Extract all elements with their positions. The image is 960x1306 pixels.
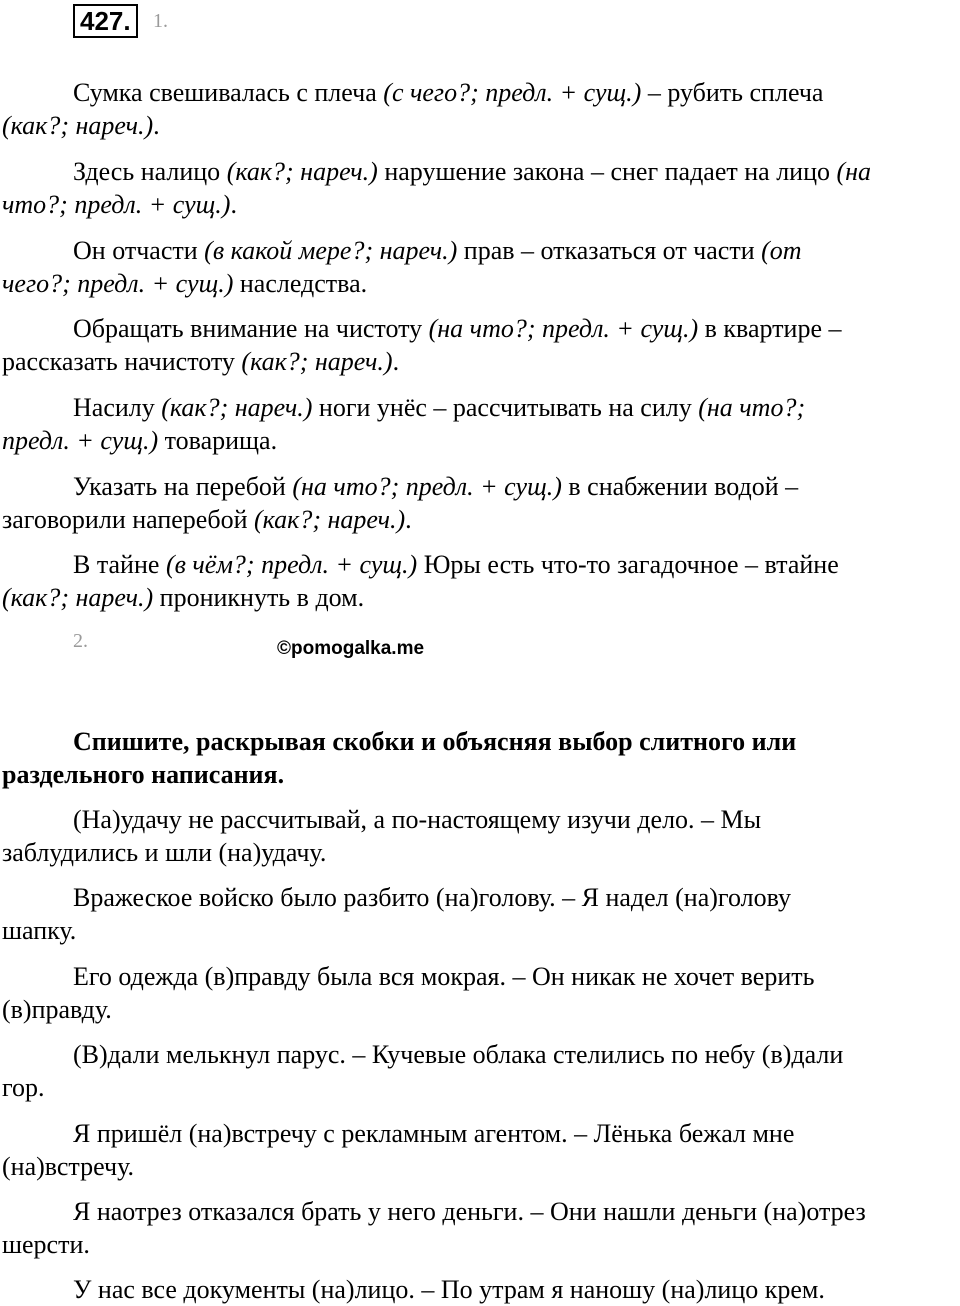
part-2-label: 2. (73, 630, 88, 652)
part2-entry: Я пришёл (на)встречу с рекламным агентом. – Лёнька бежал мне (на)встречу. (2, 1119, 795, 1181)
part2-entry: (В)дали мелькнул парус. – Кучевые облака стелились по небу (в)дали гор. (2, 1040, 844, 1102)
part1-entry: Сумка свешивалась с плеча (с чего?; предл. + сущ.) – рубить сплеча (как?; нареч.). (2, 78, 824, 140)
task-heading: Спишите, раскрывая скобки и объясняя выбор слитного или раздельного написания. (2, 727, 797, 789)
part1-entry: Обращать внимание на чистоту (на что?; предл. + сущ.) в квартире – рассказать начистоту (как?; нареч.). (2, 314, 842, 376)
part1-entry: Насилу (как?; нареч.) ноги унёс – рассчитывать на силу (на что?; предл. + сущ.) товарища. (2, 393, 806, 455)
part-1-label: 1. (153, 10, 168, 32)
part2-entry: (На)удачу не рассчитывай, а по-настоящему изучи дело. – Мы заблудились и шли (на)удачу. (2, 805, 762, 867)
exercise-number: 427. (73, 4, 138, 38)
watermark: ©pomogalka.me (277, 638, 425, 659)
part2-entry: Его одежда (в)правду была вся мокрая. – Он никак не хочет верить (в)правду. (2, 962, 815, 1024)
part1-entry: В тайне (в чём?; предл. + сущ.) Юры есть что-то загадочное – втайне (как?; нареч.) проникнуть в дом. (2, 550, 839, 612)
part1-entry: Здесь налицо (как?; нареч.) нарушение закона – снег падает на лицо (на что?; предл. + сущ.). (2, 157, 872, 219)
part2-entry: Я наотрез отказался брать у него деньги. – Они нашли деньги (на)отрез шерсти. (2, 1197, 866, 1259)
part2-entry: У нас все документы (на)лицо. – По утрам я наношу (на)лицо крем. (73, 1275, 825, 1304)
part1-entry: Он отчасти (в какой мере?; нареч.) прав – отказаться от части (от чего?; предл. + сущ.) наследства. (2, 236, 802, 298)
part2-entry: Вражеское войско было разбито (на)голову. – Я надел (на)голову шапку. (2, 883, 791, 945)
part1-entry: Указать на перебой (на что?; предл. + сущ.) в снабжении водой – заговорили наперебой (как?; нареч.). (2, 472, 799, 534)
